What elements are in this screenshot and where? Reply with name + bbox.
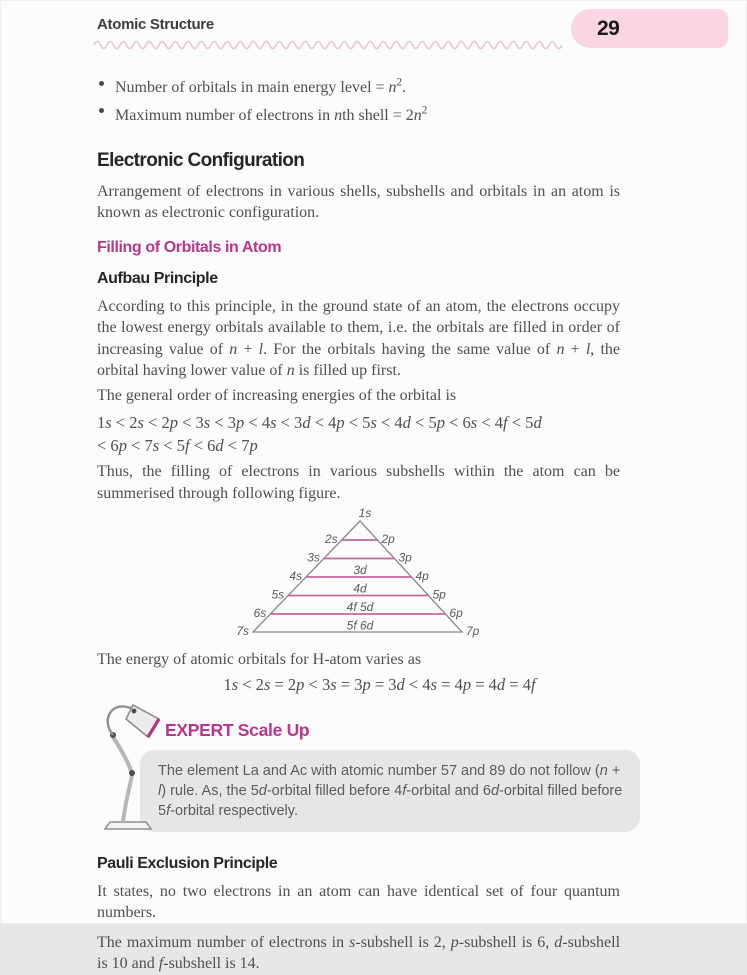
orbital-filling-diagram bbox=[229, 506, 491, 642]
list-item-text: Maximum number of electrons in nth shell = $2n^2$ bbox=[115, 104, 428, 124]
list-item-text: Number of orbitals in main energy level = $n^2$. bbox=[115, 77, 407, 97]
subsection-heading-filling-of-orbitals: Filling of Orbitals in Atom bbox=[97, 238, 282, 256]
page-number: 29 bbox=[597, 17, 620, 40]
orbital-label-center: 4d bbox=[353, 581, 367, 596]
h-atom-energy-formula: 1s < 2s = 2p < 3s = 3p = 3d < 4s = 4p = 4d = 4f bbox=[223, 674, 536, 694]
desk-lamp-icon bbox=[93, 698, 167, 838]
paragraph-aufbau: According to this principle, in the ground state of an atom, the electrons occupy the lowest energy orbitals available to them, i.e. the orbitals are filled in order of increasing value of n + l. For the orbitals having the same value of n + l, the orbital having lower value of n is filled up first. bbox=[97, 297, 621, 380]
orbital-label-left: 3s bbox=[307, 550, 320, 565]
orbital-label-right: 3p bbox=[398, 550, 412, 565]
subsection-heading-aufbau-principle: Aufbau Principle bbox=[97, 269, 218, 287]
orbital-label-right: 2p bbox=[381, 532, 395, 547]
orbital-label-left: 4s bbox=[289, 569, 302, 584]
orbital-label-right: 7p bbox=[466, 624, 480, 639]
list-item bbox=[115, 99, 620, 126]
paragraph-thus: Thus, the filling of electrons in various subshells within the atom can be summerised through following figure. bbox=[97, 463, 620, 502]
bullet-icon bbox=[99, 81, 104, 86]
paragraph-h-atom-intro: The energy of atomic orbitals for H-atom varies as bbox=[97, 651, 422, 669]
orbital-label-left: 6s bbox=[253, 606, 267, 621]
list-item bbox=[115, 72, 620, 99]
paragraph-pauli-statement: It states, no two electrons in an atom can have identical set of four quantum numbers. bbox=[97, 882, 620, 922]
section-heading-electronic-configuration: Electronic Configuration bbox=[97, 149, 305, 171]
paragraph-pauli-max-electrons: The maximum number of electrons in s-subshell is 2, p-subshell is 6, d-subshell is 10 and f-subshell is 14. bbox=[97, 933, 621, 973]
content-column bbox=[97, 0, 623, 975]
orbital-label-center: 3d bbox=[353, 563, 367, 578]
expert-scale-up-heading: EXPERT Scale Up bbox=[165, 719, 310, 740]
orbital-label-apex: 1s bbox=[358, 506, 372, 521]
orbital-label-left: 2s bbox=[325, 532, 338, 547]
orbital-label-right: 6p bbox=[449, 606, 463, 621]
orbital-label-left: 5s bbox=[271, 587, 285, 602]
expert-scale-up-section bbox=[97, 704, 623, 842]
paragraph-electronic-configuration: Arrangement of electrons in various shells, subshells and orbitals in an atom is known as electronic configuration. bbox=[97, 182, 620, 222]
key-points-list bbox=[97, 72, 620, 127]
orbital-filling-triangle bbox=[229, 506, 491, 642]
paragraph-order-intro: The general order of increasing energies of the orbital is bbox=[97, 386, 457, 404]
orbital-label-center: 5f 6d bbox=[346, 618, 374, 633]
energy-order-formula bbox=[97, 411, 620, 457]
orbital-label-right: 4p bbox=[415, 569, 429, 584]
expert-note-box bbox=[140, 750, 640, 832]
chapter-title: Atomic Structure bbox=[97, 16, 214, 33]
orbital-label-center: 4f 5d bbox=[346, 600, 374, 615]
subsection-heading-pauli: Pauli Exclusion Principle bbox=[97, 854, 278, 872]
energy-order-formula-line2: < 6p < 7s < 5f < 6d < 7p bbox=[97, 436, 258, 456]
bullet-icon bbox=[99, 108, 104, 113]
expert-note-text: The element La and Ac with atomic number 57 and 89 do not follow (n + l) rule. As, the 5d-orbital filled before 4f-orbital and 6d-orbital filled before 5f-orbital respectively. bbox=[158, 762, 623, 819]
energy-order-formula-line1: 1s < 2s < 2p < 3s < 3p < 4s < 3d < 4p < 5s < 4d < 5p < 6s < 4f < 5d bbox=[97, 413, 542, 433]
orbital-label-right: 5p bbox=[432, 587, 446, 602]
orbital-label-left: 7s bbox=[236, 624, 249, 639]
